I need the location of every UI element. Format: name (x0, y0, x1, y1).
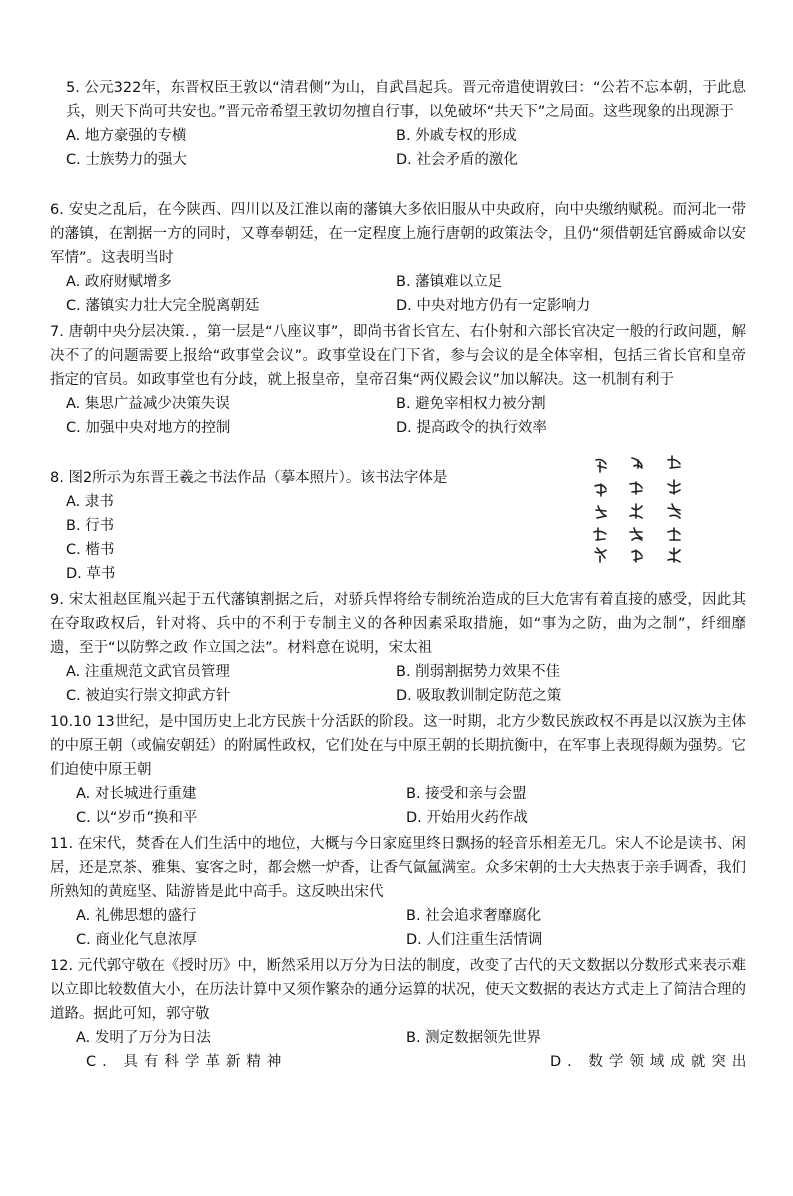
question-stem (50, 466, 580, 490)
question-number: 12. (50, 958, 74, 974)
option-a[interactable]: A. 地方豪强的专横 (66, 128, 187, 144)
option-c[interactable]: C. 被迫实行崇文抑武方针 (66, 688, 231, 704)
question-stem (50, 198, 746, 270)
option-d[interactable]: D. 社会矛盾的激化 (396, 152, 518, 168)
option-b[interactable]: B. 避免宰相权力被分割 (396, 396, 546, 412)
question-11 (50, 832, 746, 952)
option-row (76, 1026, 746, 1050)
question-text: 图2所示为东晋王羲之书法作品（摹本照片）。该书法字体是 (68, 470, 448, 486)
question-number: 7. (50, 324, 64, 340)
question-9 (50, 588, 746, 708)
option-d[interactable]: D. 人们注重生活情调 (406, 932, 543, 948)
option-a[interactable]: A. 隶书 (66, 494, 114, 510)
option-d[interactable]: D. 中央对地方仍有一定影响力 (396, 298, 591, 314)
option-c[interactable]: C. 商业化气息浓厚 (76, 932, 197, 948)
question-text: 10 13世纪，是中国历史上北方民族十分活跃的阶段。这一时期，北方少数民族政权不再是以汉族为主体的中原王朝（或偏安朝廷）的附属性政权，它们处在与中原王朝的长期抗衡中，在军事上表现得颇为强势。它们迫使中原王朝 (50, 714, 746, 778)
option-b[interactable]: B. 削弱割据势力效果不佳 (396, 664, 561, 680)
question-number: 11. (50, 836, 74, 852)
option-c[interactable]: C. 以“岁币”换和平 (76, 810, 198, 826)
option-row (86, 1050, 753, 1074)
option-row (66, 392, 746, 416)
calligraphy-image (588, 452, 708, 572)
option-row (66, 270, 746, 294)
question-stem (50, 832, 746, 904)
question-number: 5. (66, 80, 80, 96)
question-7 (50, 320, 746, 440)
option-d[interactable]: D. 吸取教训制定防范之策 (396, 688, 562, 704)
option-a[interactable]: A. 礼佛思想的盛行 (76, 908, 197, 924)
question-5 (66, 76, 746, 172)
option-c[interactable]: C. 藩镇实力壮大完全脱离朝廷 (66, 298, 260, 314)
question-text: 元代郭守敬在《授时历》中，断然采用以万分为日法的制度，改变了古代的天文数据以分数形式来表示难以立即比较数值大小，在历法计算中又须作繁杂的通分运算的状况，使天文数据的表达方式走上了简洁合理的道路。据此可知，郭守敬 (50, 958, 746, 1022)
question-text: 在宋代，焚香在人们生活中的地位，大概与今日家庭里终日飘扬的轻音乐相差无几。宋人不论是读书、闲居，还是烹茶、雅集、宴客之时，都会燃一炉香，让香气氤氲满室。众多宋朝的士大夫热衷于亲手调香，我们所熟知的黄庭坚、陆游皆是此中高手。这反映出宋代 (50, 836, 746, 900)
question-text: 公元322年，东晋权臣王敦以“清君侧”为山，自武昌起兵。晋元帝遣使谓敦曰：“公若不忘本朝，于此息兵，则天下尚可共安也。”晋元帝希望王敦切勿擅自行事，以免破坏“共天下”之局面。这些现象的出现源于 (66, 80, 747, 120)
option-c[interactable]: C. 加强中央对地方的控制 (66, 420, 231, 436)
option-d[interactable]: D. 开始用火药作战 (406, 810, 528, 826)
question-text: 宋太祖赵匡胤兴起于五代藩镇割据之后，对骄兵悍将给专制统治造成的巨大危害有着直接的感受，因此其在夺取政权后，针对将、兵中的不利于专制主义的各种因素采取措施，如“事为之防，曲为之制”，纤细靡遗，至于“以防弊之政 作立国之法”。材料意在说明，宋太祖 (50, 592, 747, 656)
option-row (66, 294, 746, 318)
question-stem (50, 710, 746, 782)
option-row (66, 416, 746, 440)
option-b[interactable]: B. 接受和亲与会盟 (406, 786, 527, 802)
calligraphy-figure (588, 452, 708, 572)
option-a[interactable]: A. 注重规范文武官员管理 (66, 664, 230, 680)
option-row (66, 148, 746, 172)
question-stem (50, 320, 746, 392)
option-d[interactable]: D. 提高政令的执行效率 (396, 420, 547, 436)
option-b[interactable]: B. 行书 (66, 518, 115, 534)
option-b[interactable]: B. 藩镇难以立足 (396, 274, 503, 290)
option-a[interactable]: A. 对长城进行重建 (76, 786, 197, 802)
question-text: 安史之乱后，在今陕西、四川以及江淮以南的藩镇大多依旧服从中央政府，向中央缴纳赋税。而河北一带的藩镇，在割据一方的同时，又尊奉朝廷，在一定程度上施行唐朝的政策法令，且仍“须借朝廷官爵威命以安军情”。这表明当时 (50, 202, 747, 266)
option-row (76, 904, 746, 928)
option-c[interactable]: C. 具有科学革新精神 (86, 1054, 288, 1070)
question-10 (50, 710, 746, 830)
option-b[interactable]: B. 社会追求奢靡腐化 (406, 908, 542, 924)
option-row (66, 124, 746, 148)
option-row (76, 806, 746, 830)
question-number: 9. (50, 592, 64, 608)
option-a[interactable]: A. 集思广益减少决策失误 (66, 396, 230, 412)
question-text: 唐朝中央分层决策．，第一层是“八座议事”，即尚书省长官左、右仆射和六部长官决定一般的行政问题，解决不了的问题需要上报给“政事堂会议”。政事堂设在门下省，参与会议的是全体宰相，包括三省长官和皇帝指定的官员。如政事堂也有分歧，就上报皇帝，皇帝召集“两仪殿会议”加以解决。这一机制有利于 (50, 324, 746, 388)
option-row (76, 782, 746, 806)
question-stem (66, 76, 746, 124)
option-row (76, 928, 746, 952)
question-number: 8. (50, 470, 64, 486)
option-b[interactable]: B. 测定数据领先世界 (406, 1030, 542, 1046)
option-c[interactable]: C. 楷书 (66, 542, 115, 558)
question-12 (50, 954, 753, 1074)
question-8 (50, 466, 580, 586)
option-d[interactable]: D. 草书 (66, 566, 116, 582)
question-number: 6. (50, 202, 64, 218)
question-stem (50, 954, 746, 1026)
option-b[interactable]: B. 外戚专权的形成 (396, 128, 517, 144)
option-a[interactable]: A. 政府财赋增多 (66, 274, 172, 290)
option-c[interactable]: C. 士族势力的强大 (66, 152, 187, 168)
question-6 (50, 198, 746, 318)
question-stem (50, 588, 746, 660)
question-number: 10. (50, 714, 74, 730)
option-row (66, 684, 746, 708)
option-a[interactable]: A. 发明了万分为日法 (76, 1030, 211, 1046)
option-d[interactable]: D. 数学领域成就突出 (550, 1054, 753, 1070)
option-row (66, 660, 746, 684)
